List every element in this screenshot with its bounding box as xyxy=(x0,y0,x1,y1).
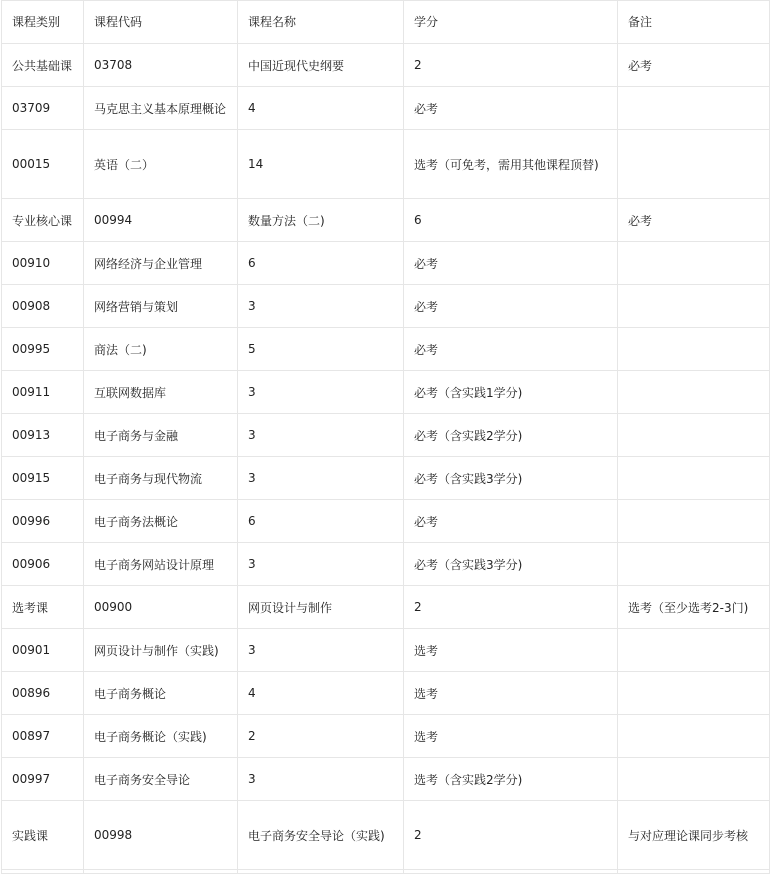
table-cell: 3 xyxy=(238,285,404,328)
table-cell xyxy=(618,371,770,414)
table-cell xyxy=(618,672,770,715)
table-cell xyxy=(618,543,770,586)
table-row xyxy=(2,328,770,371)
table-cell: 14 xyxy=(238,130,404,199)
table-row xyxy=(2,629,770,672)
table-row xyxy=(2,543,770,586)
table-cell: 00913 xyxy=(2,414,84,457)
table-cell: 电子商务法概论 xyxy=(84,500,238,543)
table-cell: 选考 xyxy=(404,629,618,672)
table-cell: 必考 xyxy=(404,328,618,371)
table-cell: 网络经济与企业管理 xyxy=(84,242,238,285)
table-cell: 3 xyxy=(238,543,404,586)
table-cell: 必考（含实践3学分) xyxy=(404,457,618,500)
table-row xyxy=(2,242,770,285)
table-cell: 00896 xyxy=(2,672,84,715)
table-cell: 00906 xyxy=(2,543,84,586)
table-cell: 与对应理论课同步考核 xyxy=(618,801,770,870)
table-cell: 公共基础课 xyxy=(2,44,84,87)
table-cell: 实践课 xyxy=(2,801,84,870)
table-cell xyxy=(618,414,770,457)
table-cell: 4 xyxy=(238,87,404,130)
table-cell: 00915 xyxy=(2,457,84,500)
header-row xyxy=(2,1,770,44)
table-cell: 商法（二) xyxy=(84,328,238,371)
table-cell xyxy=(618,715,770,758)
table-cell: 电子商务网站设计原理 xyxy=(84,543,238,586)
table-row xyxy=(2,457,770,500)
table-cell: 00901 xyxy=(2,629,84,672)
table-row xyxy=(2,199,770,242)
table-cell: 选考课 xyxy=(2,586,84,629)
table-cell xyxy=(618,87,770,130)
table-cell xyxy=(618,285,770,328)
table-cell: 3 xyxy=(238,629,404,672)
table-cell: 选考（至少选考2-3门) xyxy=(618,586,770,629)
table-row xyxy=(2,715,770,758)
table-cell: 00910 xyxy=(2,242,84,285)
table-cell: 必考 xyxy=(618,44,770,87)
course-table xyxy=(1,0,770,874)
table-cell: 互联网数据库 xyxy=(84,371,238,414)
table-cell xyxy=(618,130,770,199)
table-cell: 专业核心课 xyxy=(2,199,84,242)
table-cell: 00998 xyxy=(84,801,238,870)
table-row xyxy=(2,285,770,328)
table-cell: 00908 xyxy=(2,285,84,328)
table-cell: 电子商务安全导论 xyxy=(84,758,238,801)
table-cell: 中国近现代史纲要 xyxy=(238,44,404,87)
table-cell: 6 xyxy=(238,500,404,543)
table-cell xyxy=(618,758,770,801)
table-cell: 电子商务安全导论（实践) xyxy=(238,801,404,870)
header-cell: 课程类别 xyxy=(2,1,84,44)
table-cell: 2 xyxy=(238,715,404,758)
table-cell: 3 xyxy=(238,457,404,500)
table-row xyxy=(2,44,770,87)
table-cell: 必考（含实践3学分) xyxy=(404,543,618,586)
table-cell: 必考 xyxy=(404,242,618,285)
table-cell: 2 xyxy=(404,44,618,87)
table-cell: 00994 xyxy=(84,199,238,242)
table-row xyxy=(2,371,770,414)
table-cell: 必考 xyxy=(404,500,618,543)
table-cell: 必考 xyxy=(404,87,618,130)
table-cell: 选考 xyxy=(404,672,618,715)
table-cell: 必考 xyxy=(404,285,618,328)
header-cell: 课程代码 xyxy=(84,1,238,44)
table-cell: 必考 xyxy=(618,199,770,242)
table-cell: 网页设计与制作 xyxy=(238,586,404,629)
table-cell: 3 xyxy=(238,758,404,801)
table-cell: 00897 xyxy=(2,715,84,758)
table-cell: 03709 xyxy=(2,87,84,130)
table-cell: 00996 xyxy=(2,500,84,543)
table-cell: 2 xyxy=(404,586,618,629)
table-cell: 电子商务概论 xyxy=(84,672,238,715)
table-cell: 00995 xyxy=(2,328,84,371)
table-cell: 00015 xyxy=(2,130,84,199)
table-row xyxy=(2,801,770,870)
table-row xyxy=(2,500,770,543)
table-cell: 2 xyxy=(404,801,618,870)
table-cell: 选考（可免考，需用其他课程顶替) xyxy=(404,130,618,199)
table-row xyxy=(2,87,770,130)
header-cell: 学分 xyxy=(404,1,618,44)
table-cell: 数量方法（二) xyxy=(238,199,404,242)
table-cell: 选考 xyxy=(404,715,618,758)
table-cell: 00911 xyxy=(2,371,84,414)
table-cell xyxy=(618,500,770,543)
table-cell: 6 xyxy=(238,242,404,285)
table-cell: 网页设计与制作（实践) xyxy=(84,629,238,672)
table-cell: 00900 xyxy=(84,586,238,629)
table-cell: 电子商务与现代物流 xyxy=(84,457,238,500)
table-cell: 03708 xyxy=(84,44,238,87)
table-cell xyxy=(618,328,770,371)
table-cell xyxy=(618,629,770,672)
table-cell: 00997 xyxy=(2,758,84,801)
table-cell: 电子商务概论（实践) xyxy=(84,715,238,758)
header-cell: 课程名称 xyxy=(238,1,404,44)
table-cell: 选考（含实践2学分) xyxy=(404,758,618,801)
table-row xyxy=(2,672,770,715)
table-cell xyxy=(618,242,770,285)
table-cell: 4 xyxy=(238,672,404,715)
table-cell: 3 xyxy=(238,371,404,414)
table-cell: 必考（含实践2学分) xyxy=(404,414,618,457)
table-row xyxy=(2,586,770,629)
table-cell: 3 xyxy=(238,414,404,457)
table-cell: 网络营销与策划 xyxy=(84,285,238,328)
table-row xyxy=(2,130,770,199)
header-cell: 备注 xyxy=(618,1,770,44)
table-cell: 英语（二） xyxy=(84,130,238,199)
table-cell: 5 xyxy=(238,328,404,371)
table-cell: 6 xyxy=(404,199,618,242)
table-row xyxy=(2,414,770,457)
table-cell xyxy=(618,457,770,500)
table-cell: 马克思主义基本原理概论 xyxy=(84,87,238,130)
table-cell: 必考（含实践1学分) xyxy=(404,371,618,414)
table-row xyxy=(2,758,770,801)
table-cell: 电子商务与金融 xyxy=(84,414,238,457)
